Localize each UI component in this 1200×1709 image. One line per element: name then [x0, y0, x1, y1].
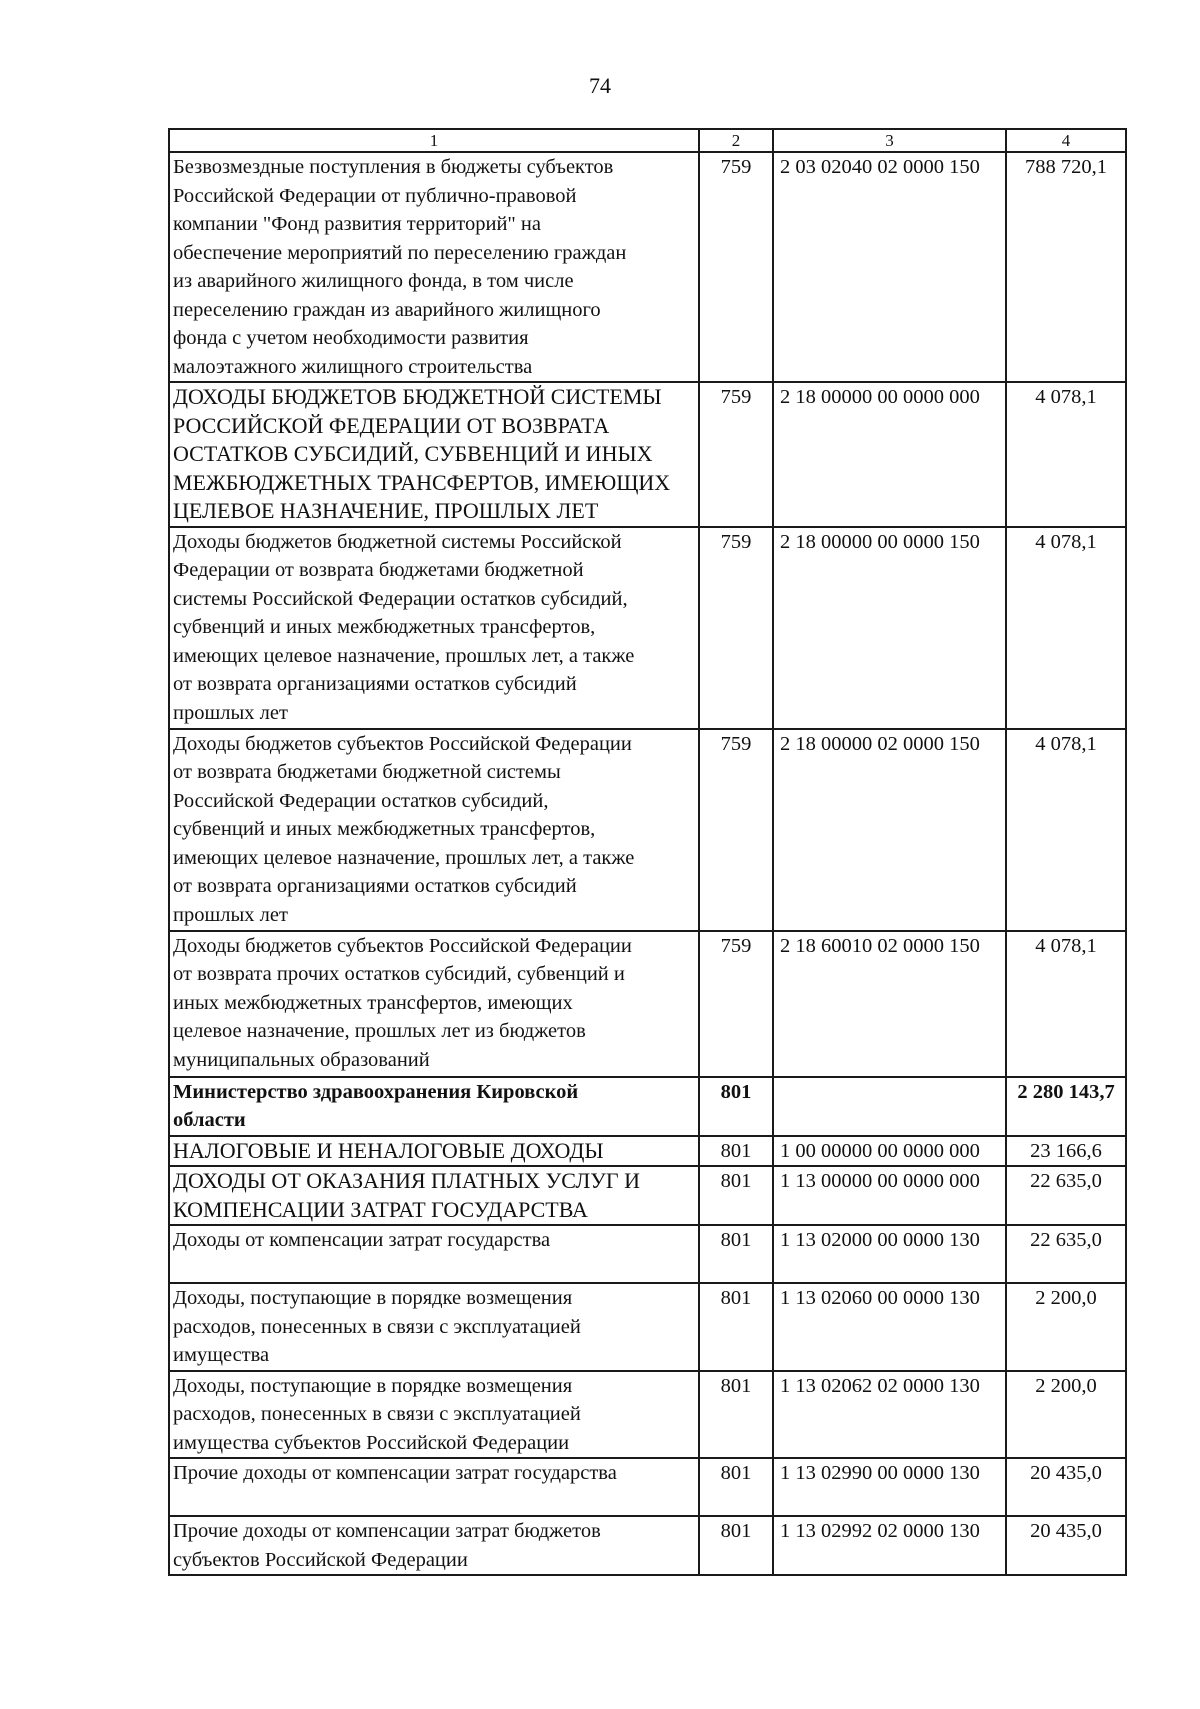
table-row-ministry: [169, 1077, 1126, 1136]
row-name: Безвозмездные поступления в бюджеты субъектов Российской Федерации от публично-правовой компании "Фонд развития территорий" на обеспечение мероприятий по переселению граждан из аварийного жилищного фонда, в том числе переселению граждан из аварийного жилищного фонда с учетом необходимости развития малоэтажного жилищного строительства: [169, 152, 699, 382]
row-sum: 2 200,0: [1006, 1283, 1126, 1371]
page-number: 74: [589, 73, 611, 98]
table-row: [169, 1225, 1126, 1283]
table-row: [169, 1136, 1126, 1167]
row-budget-code: 1 13 02000 00 0000 130: [773, 1225, 1006, 1283]
row-name: Доходы бюджетов субъектов Российской Федерации от возврата бюджетами бюджетной системы Российской Федерации остатков субсидий, субвенций и иных межбюджетных трансфертов, имеющих целевое назначение, прошлых лет, а также от возврата организациями остатков субсидий прошлых лет: [169, 729, 699, 931]
revenue-table: [168, 128, 1127, 1576]
row-sum: 22 635,0: [1006, 1225, 1126, 1283]
table-row: [169, 1371, 1126, 1459]
table-row: [169, 1516, 1126, 1575]
row-name: ДОХОДЫ БЮДЖЕТОВ БЮДЖЕТНОЙ СИСТЕМЫ РОССИЙСКОЙ ФЕДЕРАЦИИ ОТ ВОЗВРАТА ОСТАТКОВ СУБСИДИЙ, СУБВЕНЦИЙ И ИНЫХ МЕЖБЮДЖЕТНЫХ ТРАНСФЕРТОВ, ИМЕЮЩИХ ЦЕЛЕВОЕ НАЗНАЧЕНИЕ, ПРОШЛЫХ ЛЕТ: [169, 382, 699, 527]
row-sum: 4 078,1: [1006, 527, 1126, 729]
table-row: [169, 1458, 1126, 1516]
row-name: НАЛОГОВЫЕ И НЕНАЛОГОВЫЕ ДОХОДЫ: [169, 1136, 699, 1167]
table-row: [169, 382, 1126, 527]
row-sum: 22 635,0: [1006, 1166, 1126, 1225]
column-header-name: 1: [169, 129, 699, 152]
row-name: Прочие доходы от компенсации затрат государства: [169, 1458, 699, 1516]
row-name: Министерство здравоохранения Кировской области: [169, 1077, 699, 1136]
row-admin-code: 801: [699, 1516, 773, 1575]
row-sum: 788 720,1: [1006, 152, 1126, 382]
table-row: [169, 729, 1126, 931]
column-header-sum: 4: [1006, 129, 1126, 152]
row-budget-code: 2 18 00000 00 0000 150: [773, 527, 1006, 729]
row-admin-code: 801: [699, 1136, 773, 1167]
row-sum: 2 280 143,7: [1006, 1077, 1126, 1136]
row-name: ДОХОДЫ ОТ ОКАЗАНИЯ ПЛАТНЫХ УСЛУГ И КОМПЕНСАЦИИ ЗАТРАТ ГОСУДАРСТВА: [169, 1166, 699, 1225]
row-budget-code: [773, 1077, 1006, 1136]
table-row: [169, 527, 1126, 729]
row-admin-code: 759: [699, 382, 773, 527]
row-budget-code: 2 03 02040 02 0000 150: [773, 152, 1006, 382]
row-admin-code: 801: [699, 1166, 773, 1225]
table-row: [169, 1283, 1126, 1371]
row-sum: 4 078,1: [1006, 931, 1126, 1077]
row-budget-code: 1 13 00000 00 0000 000: [773, 1166, 1006, 1225]
row-sum: 4 078,1: [1006, 382, 1126, 527]
column-header-code: 3: [773, 129, 1006, 152]
row-sum: 20 435,0: [1006, 1458, 1126, 1516]
row-budget-code: 1 00 00000 00 0000 000: [773, 1136, 1006, 1167]
row-name: Доходы, поступающие в порядке возмещения расходов, понесенных в связи с эксплуатацией имущества субъектов Российской Федерации: [169, 1371, 699, 1459]
row-name: Доходы от компенсации затрат государства: [169, 1225, 699, 1283]
row-budget-code: 2 18 60010 02 0000 150: [773, 931, 1006, 1077]
row-admin-code: 801: [699, 1458, 773, 1516]
column-header-admin: 2: [699, 129, 773, 152]
row-budget-code: 2 18 00000 00 0000 000: [773, 382, 1006, 527]
row-admin-code: 801: [699, 1283, 773, 1371]
row-name: Прочие доходы от компенсации затрат бюджетов субъектов Российской Федерации: [169, 1516, 699, 1575]
row-admin-code: 801: [699, 1371, 773, 1459]
row-sum: 23 166,6: [1006, 1136, 1126, 1167]
table-header-row: [169, 129, 1126, 152]
row-sum: 4 078,1: [1006, 729, 1126, 931]
row-budget-code: 1 13 02992 02 0000 130: [773, 1516, 1006, 1575]
row-name: Доходы бюджетов субъектов Российской Федерации от возврата прочих остатков субсидий, субвенций и иных межбюджетных трансфертов, имеющих целевое назначение, прошлых лет из бюджетов муниципальных образований: [169, 931, 699, 1077]
row-admin-code: 759: [699, 931, 773, 1077]
row-admin-code: 801: [699, 1077, 773, 1136]
row-budget-code: 2 18 00000 02 0000 150: [773, 729, 1006, 931]
row-budget-code: 1 13 02060 00 0000 130: [773, 1283, 1006, 1371]
row-sum: 2 200,0: [1006, 1371, 1126, 1459]
row-name: Доходы бюджетов бюджетной системы Российской Федерации от возврата бюджетами бюджетной системы Российской Федерации остатков субсидий, субвенций и иных межбюджетных трансфертов, имеющих целевое назначение, прошлых лет, а также от возврата организациями остатков субсидий прошлых лет: [169, 527, 699, 729]
table-row: [169, 931, 1126, 1077]
table-row: [169, 1166, 1126, 1225]
row-admin-code: 759: [699, 527, 773, 729]
row-admin-code: 801: [699, 1225, 773, 1283]
table-row: [169, 152, 1126, 382]
row-admin-code: 759: [699, 729, 773, 931]
row-name: Доходы, поступающие в порядке возмещения расходов, понесенных в связи с эксплуатацией имущества: [169, 1283, 699, 1371]
row-budget-code: 1 13 02062 02 0000 130: [773, 1371, 1006, 1459]
row-admin-code: 759: [699, 152, 773, 382]
row-budget-code: 1 13 02990 00 0000 130: [773, 1458, 1006, 1516]
row-sum: 20 435,0: [1006, 1516, 1126, 1575]
